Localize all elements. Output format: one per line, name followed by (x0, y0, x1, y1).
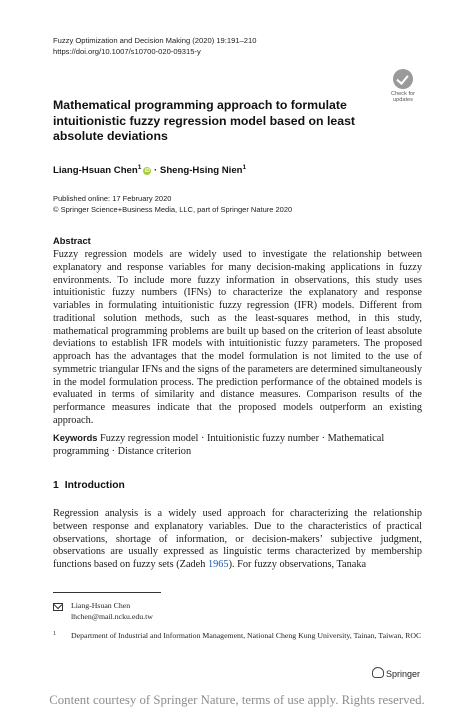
author-affiliation-marker: 1 (137, 164, 142, 171)
published-online-date: Published online: 17 February 2020 (53, 194, 172, 203)
author-affiliation-marker: 1 (242, 164, 247, 171)
footnote-divider (53, 592, 161, 593)
intro-text-continued: ). For fuzzy observations, Tanaka (228, 559, 367, 570)
corresponding-author (53, 601, 153, 622)
paper-title: Mathematical programming approach to formulate intuitionistic fuzzy regression model based on least absolute deviations (53, 98, 356, 144)
check-for-updates-button[interactable] (386, 69, 420, 105)
keywords (53, 432, 422, 458)
check-for-updates-label: Check for updates (391, 91, 415, 104)
author-name[interactable]: Sheng-Hsing Nien (159, 165, 243, 177)
springer-horse-icon (372, 667, 384, 678)
intro-text: Regression analysis is a widely used approach for characterizing the relationship between response and explanatory variables. Due to the characteristics of practical observations, shortage of information, or decision-makers’ subjective judgment, observations are usually expressed as linguistic terms characterized by membership functions based on fuzzy sets (Zadeh (53, 508, 422, 570)
section-title: Introduction (64, 480, 125, 491)
publication-info (53, 194, 292, 215)
copyright-notice: © Springer Science+Business Media, LLC, part of Springer Nature 2020 (53, 204, 293, 214)
doi-link[interactable]: https://doi.org/10.1007/s10700-020-09315-y (53, 46, 201, 56)
corresponding-author-email[interactable]: lhchen@mail.ncku.edu.tw (71, 611, 153, 621)
journal-header (53, 36, 256, 57)
publisher-name: Springer (386, 669, 421, 679)
author-separator: · (154, 165, 158, 177)
affiliation-number: 1 (53, 631, 56, 637)
introduction-paragraph (53, 508, 422, 572)
citation-link[interactable]: 1965 (207, 559, 229, 570)
journal-citation: Fuzzy Optimization and Decision Making (2020) 19:191–210 (53, 36, 257, 45)
corresponding-author-name: Liang-Hsuan Chen (71, 601, 131, 610)
abstract-text: Fuzzy regression models are widely used to investigate the relationship between explanatory and response variables for many decision-making applications in fuzzy environments. To include more fuzzy information in observations, this study uses intuitionistic fuzzy numbers (IFNs) to characterize the explanatory and response variables in formulating intuitionistic fuzzy regression (IFR) models. Different from traditional solution methods, such as the least-squares method, in this study, mathematical programming problems are built up based on the criterion of least absolute deviations to establish IFR models with intuitionistic fuzzy parameters. The proposed approach has the advantages that the model formulation is not limited to the use of symmetric triangular IFNs and the signs of the parameters are determined simultaneously in the model formulation process. The prediction performance of the obtained models is evaluated in terms of similarity and distance measures. Comparison results of the performance measures indicate that the proposed models outperform an existing approach. (53, 249, 422, 426)
orcid-icon[interactable]: iD (144, 168, 150, 175)
envelope-icon (53, 603, 63, 611)
check-for-updates-icon (393, 69, 413, 89)
author-name[interactable]: Liang-Hsuan Chen (53, 165, 138, 177)
publisher-logo (372, 667, 420, 679)
courtesy-watermark: Content courtesy of Springer Nature, terms of use apply. Rights reserved. (49, 693, 425, 707)
affiliation-footnote (53, 631, 422, 642)
affiliation-text: Department of Industrial and Information Management, National Cheng Kung University, Tainan, Taiwan, ROC (71, 631, 422, 640)
abstract-heading: Abstract (53, 236, 91, 246)
section-heading (53, 480, 125, 491)
keywords-label: Keywords (53, 433, 98, 443)
keywords-list: Fuzzy regression model · Intuitionistic fuzzy number · Mathematical programming · Distance criterion (53, 433, 385, 457)
author-list (53, 164, 246, 176)
section-number: 1 (53, 480, 59, 491)
